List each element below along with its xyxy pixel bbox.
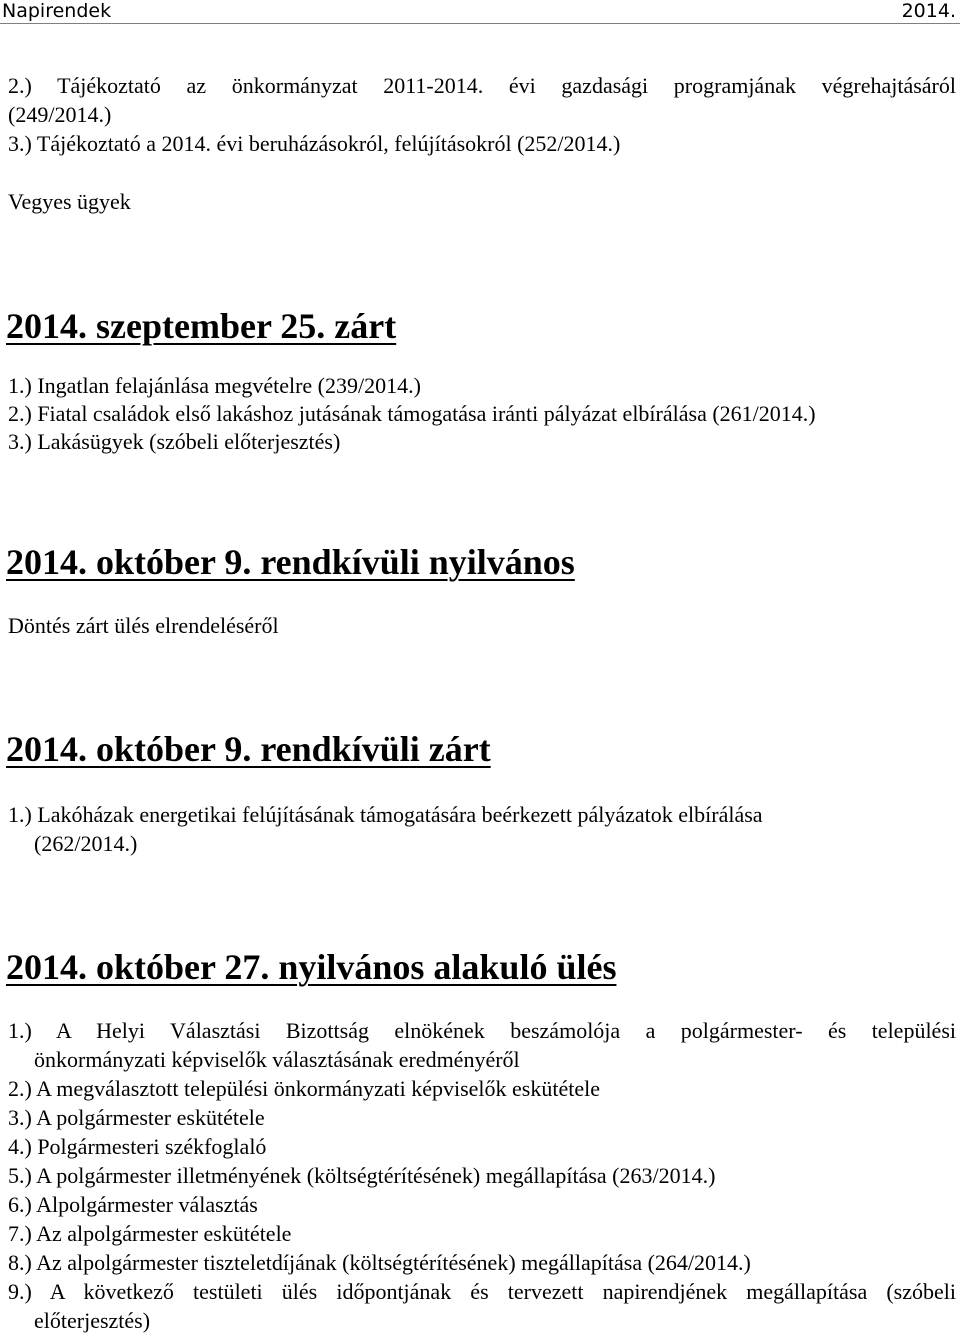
header-year: 2014. bbox=[901, 0, 956, 22]
list-item: 9.) A következő testületi ülés időpontjának és tervezett napirendjének megállapítása (szóbeli bbox=[8, 1279, 956, 1304]
list-item: 1.) A Helyi Választási Bizottság elnökének beszámolója a polgármester- és települési bbox=[8, 1018, 956, 1043]
header-title: Napirendek bbox=[2, 0, 112, 22]
section-title: 2014. október 9. rendkívüli nyilvános bbox=[6, 542, 575, 582]
misc-items-heading: Vegyes ügyek bbox=[8, 189, 131, 214]
page-header bbox=[0, 0, 960, 24]
list-item: 1.) Ingatlan felajánlása megvételre (239/2014.) bbox=[8, 373, 421, 398]
section-title: 2014. október 27. nyilvános alakuló ülés bbox=[6, 947, 617, 987]
list-item: Döntés zárt ülés elrendeléséről bbox=[8, 613, 279, 638]
section-title: 2014. október 9. rendkívüli zárt bbox=[6, 729, 491, 769]
list-item: 2.) A megválasztott települési önkormányzati képviselők eskütétele bbox=[8, 1076, 601, 1101]
list-item-continuation: (262/2014.) bbox=[34, 831, 138, 856]
list-item: 3.) Tájékoztató a 2014. évi beruházásokról, felújításokról (252/2014.) bbox=[8, 131, 621, 156]
list-item: 8.) Az alpolgármester tiszteletdíjának (költségtérítésének) megállapítása (264/2014.) bbox=[8, 1250, 751, 1275]
list-item: 2.) Fiatal családok első lakáshoz jutásának támogatása iránti pályázat elbírálása (261/2014.) bbox=[8, 401, 816, 426]
list-item: (249/2014.) bbox=[8, 102, 112, 127]
list-item: 3.) A polgármester eskütétele bbox=[8, 1105, 265, 1130]
section-title: 2014. szeptember 25. zárt bbox=[6, 306, 397, 346]
list-item: 3.) Lakásügyek (szóbeli előterjesztés) bbox=[8, 429, 341, 454]
list-item-continuation: előterjesztés) bbox=[34, 1308, 151, 1333]
list-item: 1.) Lakóházak energetikai felújításának támogatására beérkezett pályázatok elbírálása bbox=[8, 802, 763, 827]
list-item: 6.) Alpolgármester választás bbox=[8, 1192, 258, 1217]
list-item: 4.) Polgármesteri székfoglaló bbox=[8, 1134, 267, 1159]
list-item: 2.) Tájékoztató az önkormányzat 2011-2014. évi gazdasági programjának végrehajtásáról bbox=[8, 73, 956, 98]
list-item: 7.) Az alpolgármester eskütétele bbox=[8, 1221, 292, 1246]
list-item-continuation: önkormányzati képviselők választásának eredményéről bbox=[34, 1047, 520, 1072]
list-item: 5.) A polgármester illetményének (költségtérítésének) megállapítása (263/2014.) bbox=[8, 1163, 716, 1188]
